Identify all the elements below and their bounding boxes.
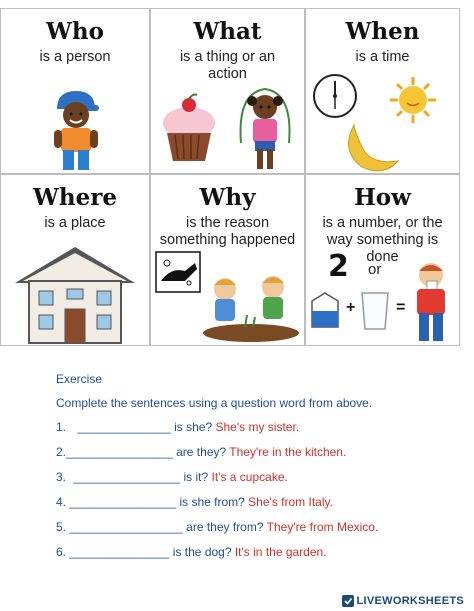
moon-illustration [340,121,400,173]
item-question: is it? [180,470,209,484]
brand-icon [342,595,354,607]
card-word: Where [33,184,117,211]
exercise-item [56,495,333,509]
how-number: 2 [328,249,349,284]
glass-icon [360,291,390,331]
item-question: are they? [172,445,227,459]
how-equals: = [396,299,406,316]
how-plus: + [346,299,356,316]
boy-drinking-illustration [408,259,454,343]
house-illustration [9,243,141,345]
milk-carton-icon [308,291,342,329]
exercise-title: Exercise [56,372,103,386]
item-answer: She's from Italy. [244,495,333,509]
answer-blank[interactable]: ______________ [77,420,171,434]
item-answer: They're in the kitchen. [226,445,347,459]
card-word: What [193,18,262,45]
brand-logo [342,595,465,607]
card-why [150,174,305,346]
item-number: 4. [56,495,67,509]
card-who [0,8,150,174]
clock-illustration [310,71,360,121]
item-question: are they from? [182,520,264,534]
card-desc: is a time [355,49,410,65]
item-answer: It's in the garden. [231,545,327,559]
exercise-item [56,445,346,459]
item-question: is she from? [176,495,245,509]
card-desc: is a place [44,215,106,231]
item-number: 5. [56,520,67,534]
card-desc: is the reason something happened [159,215,296,248]
item-answer: It's a cupcake. [208,470,288,484]
card-what [150,8,305,174]
card-word: How [354,184,411,211]
cupcake-illustration [159,91,219,163]
item-answer: They're from Mexico. [263,520,379,534]
card-when [305,8,460,174]
answer-blank[interactable]: ________________ [66,445,173,459]
exercise-item [56,545,327,559]
question-words-grid [0,8,460,346]
card-word: When [345,18,420,45]
card-word: Why [199,184,256,211]
exercise-item [56,470,288,484]
item-number: 1. [56,420,67,434]
how-or: or [368,261,382,278]
boy-illustration [43,87,109,173]
item-number: 3. [56,470,67,484]
card-word: Who [46,18,104,45]
card-desc: is a number, or the way something is done [322,215,443,265]
card-desc: is a person [39,49,111,65]
answer-blank[interactable]: _______________ [69,545,170,559]
brand-text: LIVEWORKSHEETS [356,595,464,607]
item-question: is she? [170,420,213,434]
item-number: 6. [56,545,67,559]
answer-blank[interactable]: ________________ [69,495,177,509]
girl-jumping-rope-illustration [233,83,297,174]
item-answer: She's my sister. [212,420,300,434]
handwashing-illustration [155,251,201,293]
card-how [305,174,460,346]
exercise-item [56,520,378,534]
answer-blank[interactable]: ________________ [73,470,181,484]
answer-blank[interactable]: _________________ [69,520,183,534]
exercise-instruction: Complete the sentences using a question word from above. [56,396,373,410]
exercise-item [56,420,299,434]
item-question: is the dog? [169,545,232,559]
kids-gardening-illustration [201,271,301,343]
card-where [0,174,150,346]
item-number: 2. [56,445,67,459]
sun-illustration [388,75,438,125]
card-desc: is a thing or an action [179,49,276,82]
